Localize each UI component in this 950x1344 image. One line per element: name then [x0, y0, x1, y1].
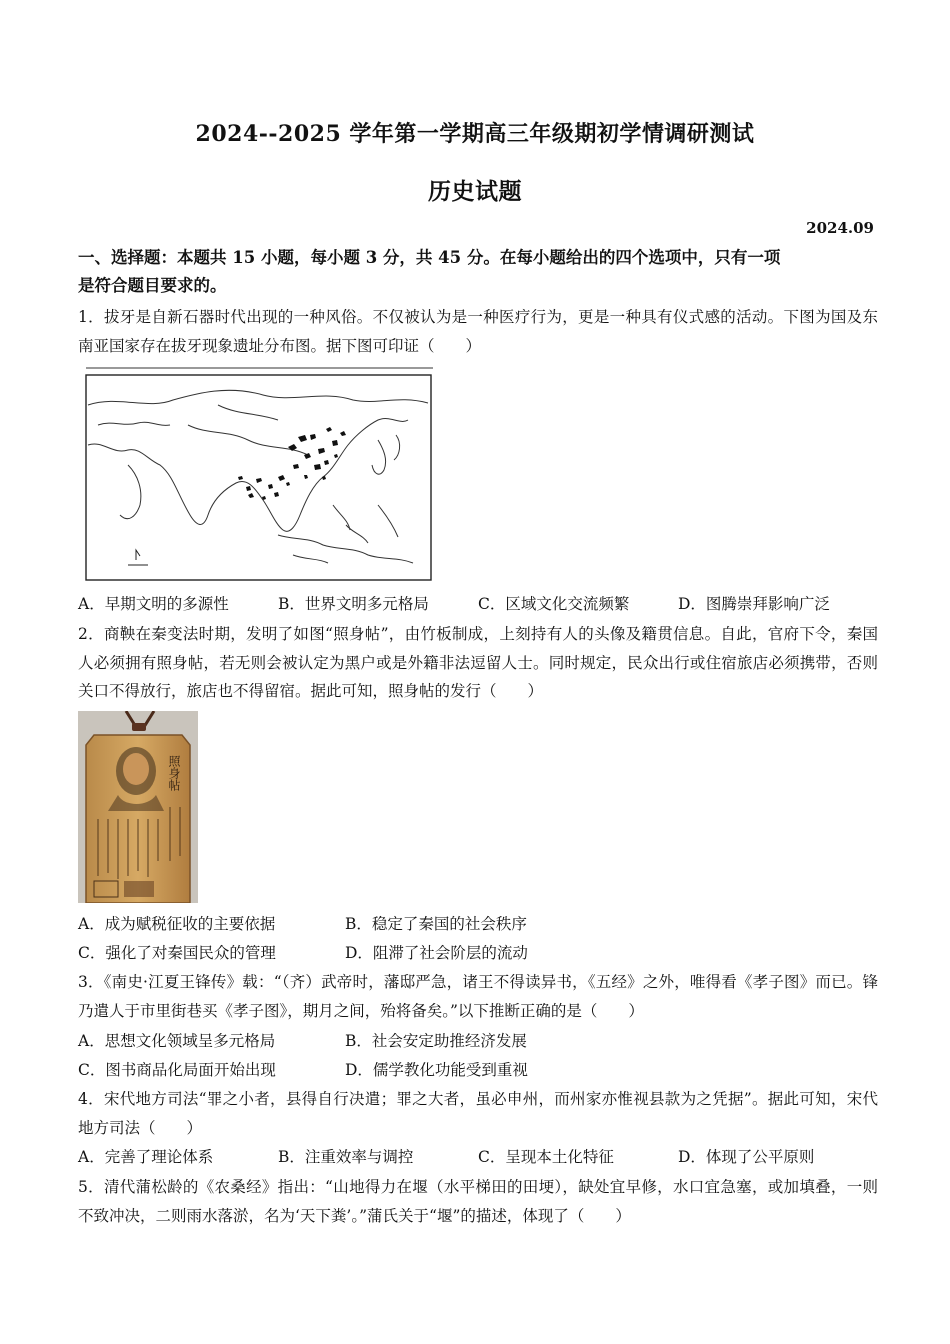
- q1-option-d[interactable]: D．图腾崇拜影响广泛: [678, 595, 830, 613]
- question-2-stem: 2．商鞅在秦变法时期，发明了如图“照身帖”，由竹板制成，上刻持有人的头像及籍贯信息。自此，官府下令，秦国人必须拥有照身帖，若无则会被认定为黑户或是外籍非法逗留人士。同时规定，民众出行或住宿旅店必须携带，否则关口不得放行，旅店也不得留宿。据此可知，照身帖的发行（ ）: [78, 625, 878, 700]
- q2-option-c[interactable]: C．强化了对秦国民众的管理: [78, 944, 276, 962]
- exam-subject: 历史试题: [428, 178, 522, 205]
- question-2-options-row2: [78, 941, 878, 965]
- question-3-options-row2: [78, 1058, 878, 1082]
- q4-option-b[interactable]: B．注重效率与调控: [278, 1148, 414, 1166]
- exam-title: 2024--2025 学年第一学期高三年级期初学情调研测试: [195, 121, 755, 147]
- section-heading-line2: 是符合题目要求的。: [78, 276, 227, 295]
- bamboo-tablet-photo: [78, 711, 198, 903]
- map-figure: [78, 365, 438, 583]
- question-4-stem: 4．宋代地方司法“罪之小者，县得自行决遣；罪之大者，虽必申州，而州家亦惟视县款为之凭据”。据此可知，宋代地方司法（ ）: [78, 1090, 878, 1137]
- q3-option-b[interactable]: B．社会安定助推经济发展: [345, 1032, 527, 1050]
- q1-option-a[interactable]: A．早期文明的多源性: [78, 595, 229, 613]
- q1-option-b[interactable]: B．世界文明多元格局: [278, 595, 429, 613]
- q3-option-c[interactable]: C．图书商品化局面开始出现: [78, 1061, 276, 1079]
- question-1-options: [78, 592, 878, 616]
- exam-date: 2024.09: [806, 219, 874, 237]
- section-heading: [78, 244, 878, 300]
- q3-option-d[interactable]: D．儒学教化功能受到重视: [345, 1061, 528, 1079]
- q4-option-a[interactable]: A．完善了理论体系: [78, 1148, 214, 1166]
- q2-option-a[interactable]: A．成为赋税征收的主要依据: [78, 915, 276, 933]
- question-5-stem: 5．清代蒲松龄的《农桑经》指出：“山地得力在堰（水平梯田的田埂），缺处宜早修，水口宜急塞，或加填叠，一则不致冲决，二则雨水落淤，名为‘天下粪’。”蒲氏关于“堰”的描述，体现了（ ）: [78, 1178, 878, 1225]
- question-2-options-row1: [78, 912, 878, 936]
- bamboo-tablet-illustration: [78, 711, 198, 903]
- q4-option-d[interactable]: D．体现了公平原则: [678, 1148, 815, 1166]
- q3-option-a[interactable]: A．思想文化领域呈多元格局: [78, 1032, 276, 1050]
- question-1-stem: 1．拔牙是自新石器时代出现的一种风俗。不仅被认为是一种医疗行为，更是一种具有仪式感的活动。下图为国及东南亚国家存在拔牙现象遗址分布图。据下图可印证（ ）: [78, 308, 878, 355]
- question-3-stem: 3．《南史·江夏王锋传》载：“（齐）武帝时，藩邸严急，诸王不得读异书，《五经》之外，唯得看《孝子图》而已。锋乃遣人于市里街巷买《孝子图》，期月之间，殆将备矣。”以下推断正确的是（ ）: [78, 973, 878, 1020]
- question-3-options-row1: [78, 1029, 878, 1053]
- tablet-seal-text: 照身帖: [167, 755, 181, 791]
- question-4-options: [78, 1145, 878, 1169]
- q4-option-c[interactable]: C．呈现本土化特征: [478, 1148, 614, 1166]
- q2-option-b[interactable]: B．稳定了秦国的社会秩序: [345, 915, 527, 933]
- section-heading-line1: 一、选择题：本题共 15 小题，每小题 3 分，共 45 分。在每小题给出的四个选项中，只有一项: [78, 248, 781, 267]
- asia-map-illustration: [78, 365, 438, 583]
- q1-option-c[interactable]: C．区域文化交流频繁: [478, 595, 630, 613]
- q2-option-d[interactable]: D．阻滞了社会阶层的流动: [345, 944, 528, 962]
